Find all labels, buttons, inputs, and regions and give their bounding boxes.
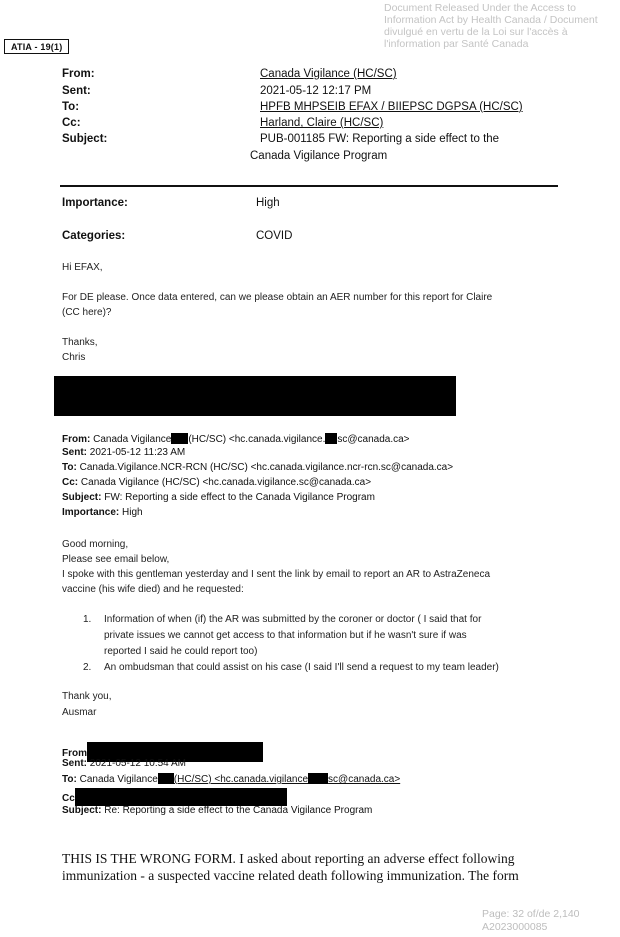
list-item-line: An ombudsman that could assist on his case (I said I'll send a request to my team leader) xyxy=(104,662,499,673)
from-label: From: xyxy=(62,68,95,80)
email2-sent-value: 2021-05-12 11:23 AM xyxy=(89,447,186,458)
message-line: THIS IS THE WRONG FORM. I asked about reporting an adverse effect following xyxy=(62,851,515,866)
redaction-inline xyxy=(171,433,188,444)
redaction-inline xyxy=(325,433,337,444)
watermark-line: Document Released Under the Access to xyxy=(384,2,577,14)
email2-cc-value: Canada Vigilance (HC/SC) <hc.canada.vigilance.sc@canada.ca> xyxy=(80,477,372,488)
categories-value: COVID xyxy=(256,230,293,242)
list-number: 1. xyxy=(83,614,92,625)
from-value: Canada Vigilance (HC/SC) xyxy=(260,68,397,80)
email2-importance xyxy=(62,507,143,518)
email2-from-pre: Canada Vigilance xyxy=(93,434,172,445)
greeting: Hi EFAX, xyxy=(62,262,103,273)
email3-from-label: From xyxy=(62,748,87,759)
email3-to-pre: Canada Vigilance xyxy=(79,774,158,785)
page-number: Page: 32 of/de 2,140 xyxy=(482,908,580,920)
list-item-line: Information of when (if) the AR was submitted by the coroner or doctor ( I said that for xyxy=(104,614,482,625)
watermark-line: l'information par Santé Canada xyxy=(384,38,529,50)
message-line: (CC here)? xyxy=(62,307,112,318)
email2-from-mid: (HC/SC) <hc.canada.vigilance. xyxy=(188,434,326,445)
email3-subject xyxy=(62,805,372,816)
message-line: immunization - a suspected vaccine related death following immunization. The form xyxy=(62,868,519,883)
redaction-block xyxy=(54,376,456,416)
email2-subject xyxy=(62,492,375,503)
subject-label: Subject: xyxy=(62,133,108,145)
cc-label: Cc: xyxy=(62,117,81,129)
email2-to xyxy=(62,462,453,473)
subject-line-1: PUB-001185 FW: Reporting a side effect to the xyxy=(260,133,500,145)
atia-stamp: ATIA - 19(1) xyxy=(4,39,69,54)
email3-cc-label: Cc xyxy=(62,793,75,804)
email2-sent xyxy=(62,447,185,458)
email2-sent-label: Sent: xyxy=(62,447,87,458)
signoff: Thanks, xyxy=(62,337,98,348)
email2-to-label: To: xyxy=(62,462,77,473)
categories-label: Categories: xyxy=(62,230,126,242)
email3-to xyxy=(62,773,400,785)
release-watermark xyxy=(384,2,620,50)
header-divider xyxy=(60,185,558,187)
email2-from-label: From: xyxy=(62,434,91,445)
document-reference: A2023000085 xyxy=(482,921,548,933)
email3-sent-value: 2021-05-12 10:54 AM xyxy=(89,758,186,769)
sent-label: Sent: xyxy=(62,85,91,97)
email2-importance-value: High xyxy=(122,507,143,518)
email2-importance-label: Importance: xyxy=(62,507,120,518)
email3-sent xyxy=(62,758,186,769)
email2-cc-label: Cc: xyxy=(62,477,79,488)
message-line: Please see email below, xyxy=(62,554,170,565)
cc-value: Harland, Claire (HC/SC) xyxy=(260,117,384,129)
redaction-inline xyxy=(158,773,174,784)
greeting: Good morning, xyxy=(62,539,129,550)
email2-cc xyxy=(62,477,371,488)
email3-to-post: sc@canada.ca> xyxy=(328,774,401,785)
email2-subject-value: FW: Reporting a side effect to the Canada Vigilance Program xyxy=(104,492,375,503)
list-item-line: private issues we cannot get access to that information but if he wasn't sure if was xyxy=(104,630,467,641)
importance-label: Importance: xyxy=(62,197,128,209)
message-line: vaccine (his wife died) and he requested: xyxy=(62,584,244,595)
email3-to-label: To: xyxy=(62,774,77,785)
email3-to-mid: (HC/SC) <hc.canada.vigilance xyxy=(173,774,309,785)
importance-value: High xyxy=(256,197,280,209)
to-label: To: xyxy=(62,101,80,113)
email2-to-value: Canada.Vigilance.NCR-RCN (HC/SC) <hc.canada.vigilance.ncr-rcn.sc@canada.ca> xyxy=(79,462,454,473)
signoff: Thank you, xyxy=(62,691,112,702)
list-number: 2. xyxy=(83,662,92,673)
redaction-inline xyxy=(308,773,328,784)
signature: Ausmar xyxy=(62,707,97,718)
subject-line-2: Canada Vigilance Program xyxy=(250,150,388,162)
email3-sent-label: Sent: xyxy=(62,758,87,769)
list-item-line: reported I said he could report too) xyxy=(104,646,258,657)
message-line: I spoke with this gentleman yesterday and I sent the link by email to report an AR to AstraZeneca xyxy=(62,569,491,580)
email3-cc xyxy=(62,788,287,806)
email2-from-post: sc@canada.ca> xyxy=(337,434,410,445)
email3-subject-value: Re: Reporting a side effect to the Canada Vigilance Program xyxy=(104,805,373,816)
to-value: HPFB MHPSEIB EFAX / BIIEPSC DGPSA (HC/SC) xyxy=(260,101,523,113)
message-line: For DE please. Once data entered, can we please obtain an AER number for this report for Claire xyxy=(62,292,493,303)
sent-value: 2021-05-12 12:17 PM xyxy=(260,85,372,97)
watermark-line: Information Act by Health Canada / Document xyxy=(384,14,598,26)
email2-subject-label: Subject: xyxy=(62,492,102,503)
signature: Chris xyxy=(62,352,86,363)
redaction-inline xyxy=(75,788,287,806)
email3-subject-label: Subject: xyxy=(62,805,102,816)
watermark-line: divulgué en vertu de la Loi sur l'accès à xyxy=(384,26,568,38)
email2-from xyxy=(62,433,410,445)
